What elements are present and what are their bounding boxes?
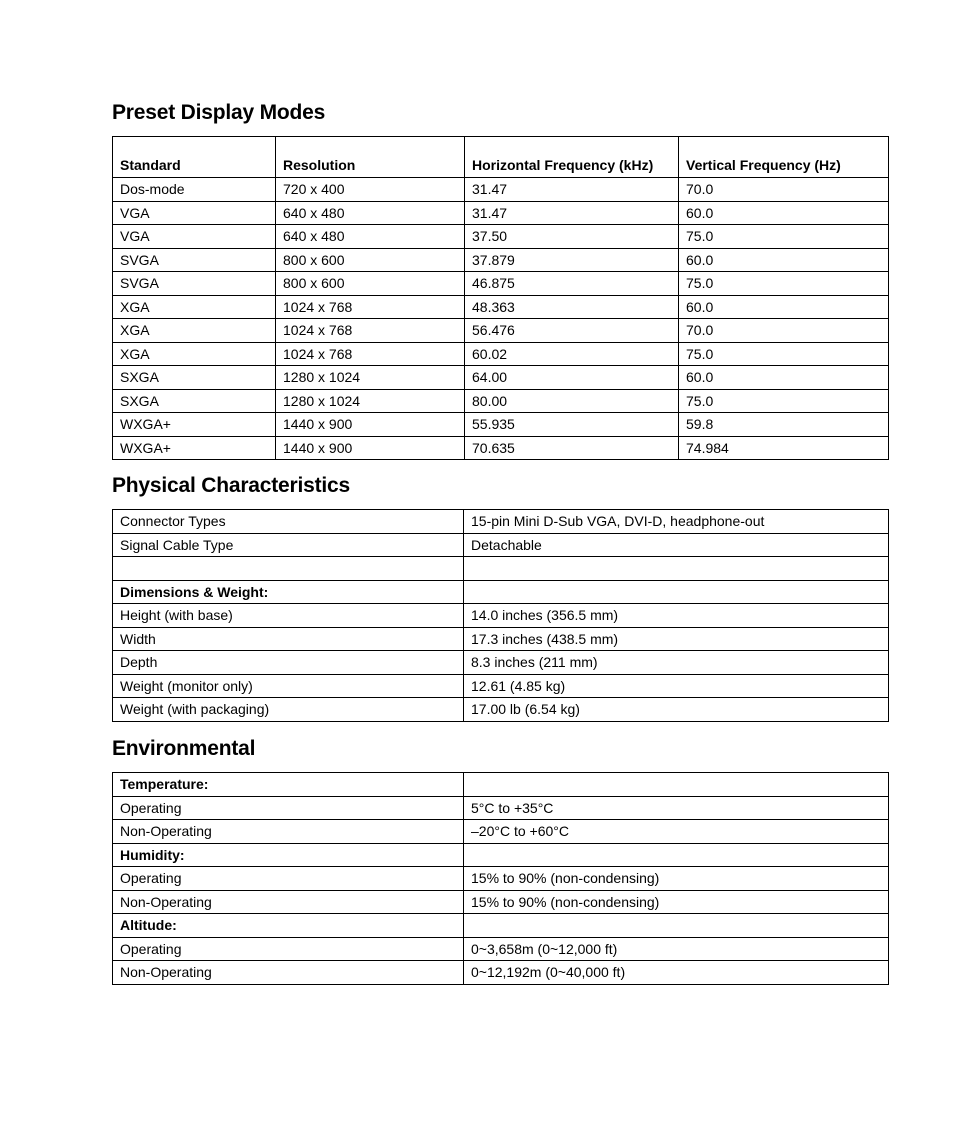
table-row xyxy=(113,342,889,366)
cell-standard: XGA xyxy=(113,342,276,366)
row-label: Non-Operating xyxy=(113,961,464,985)
cell-resolution: 1440 x 900 xyxy=(276,413,465,437)
row-value: 15% to 90% (non-condensing) xyxy=(464,890,889,914)
cell-vertical-frequency: 70.0 xyxy=(679,319,889,343)
table-row xyxy=(113,413,889,437)
row-value: 17.3 inches (438.5 mm) xyxy=(464,627,889,651)
cell-standard: WXGA+ xyxy=(113,413,276,437)
row-value xyxy=(464,773,889,797)
cell-vertical-frequency: 74.984 xyxy=(679,436,889,460)
row-label: Weight (monitor only) xyxy=(113,674,464,698)
cell-standard: XGA xyxy=(113,295,276,319)
row-value: 14.0 inches (356.5 mm) xyxy=(464,604,889,628)
cell-vertical-frequency: 75.0 xyxy=(679,389,889,413)
cell-horizontal-frequency: 55.935 xyxy=(465,413,679,437)
row-label: Height (with base) xyxy=(113,604,464,628)
table-row xyxy=(113,225,889,249)
row-label xyxy=(113,557,464,581)
table-row xyxy=(113,651,889,675)
section-subheading-row xyxy=(113,914,889,938)
row-label: Operating xyxy=(113,867,464,891)
cell-vertical-frequency: 75.0 xyxy=(679,225,889,249)
section-subheading-row xyxy=(113,580,889,604)
table-row xyxy=(113,890,889,914)
cell-resolution: 1280 x 1024 xyxy=(276,389,465,413)
row-value: 8.3 inches (211 mm) xyxy=(464,651,889,675)
environmental-heading: Environmental xyxy=(112,737,256,760)
subheading-label: Altitude: xyxy=(113,914,464,938)
cell-vertical-frequency: 60.0 xyxy=(679,201,889,225)
row-value xyxy=(464,914,889,938)
cell-standard: VGA xyxy=(113,201,276,225)
cell-vertical-frequency: 75.0 xyxy=(679,272,889,296)
column-header-standard: Standard xyxy=(113,137,276,178)
cell-resolution: 1440 x 900 xyxy=(276,436,465,460)
subheading-label: Temperature: xyxy=(113,773,464,797)
row-value: 15% to 90% (non-condensing) xyxy=(464,867,889,891)
preset-display-modes-table xyxy=(112,136,889,460)
preset-display-modes-heading: Preset Display Modes xyxy=(112,101,326,124)
cell-resolution: 800 x 600 xyxy=(276,272,465,296)
cell-resolution: 640 x 480 xyxy=(276,201,465,225)
cell-horizontal-frequency: 37.50 xyxy=(465,225,679,249)
table-row xyxy=(113,178,889,202)
cell-resolution: 800 x 600 xyxy=(276,248,465,272)
column-header-vertical-frequency: Vertical Frequency (Hz) xyxy=(679,137,889,178)
section-subheading-row xyxy=(113,773,889,797)
cell-vertical-frequency: 75.0 xyxy=(679,342,889,366)
physical-characteristics-heading: Physical Characteristics xyxy=(112,474,351,497)
row-value xyxy=(464,580,889,604)
subheading-label: Humidity: xyxy=(113,843,464,867)
cell-vertical-frequency: 60.0 xyxy=(679,248,889,272)
environmental-body xyxy=(113,773,889,985)
cell-horizontal-frequency: 37.879 xyxy=(465,248,679,272)
cell-standard: SXGA xyxy=(113,366,276,390)
cell-horizontal-frequency: 46.875 xyxy=(465,272,679,296)
cell-standard: VGA xyxy=(113,225,276,249)
row-label: Non-Operating xyxy=(113,890,464,914)
table-row xyxy=(113,961,889,985)
table-row xyxy=(113,319,889,343)
cell-resolution: 1024 x 768 xyxy=(276,342,465,366)
cell-horizontal-frequency: 60.02 xyxy=(465,342,679,366)
column-header-resolution: Resolution xyxy=(276,137,465,178)
row-value xyxy=(464,843,889,867)
row-label: Width xyxy=(113,627,464,651)
row-label: Weight (with packaging) xyxy=(113,698,464,722)
table-row xyxy=(113,867,889,891)
table-row xyxy=(113,796,889,820)
table-row xyxy=(113,674,889,698)
row-label: Depth xyxy=(113,651,464,675)
cell-standard: SVGA xyxy=(113,248,276,272)
table-row xyxy=(113,366,889,390)
cell-standard: SXGA xyxy=(113,389,276,413)
environmental-table xyxy=(112,772,889,985)
row-value: Detachable xyxy=(464,533,889,557)
row-value: 0~3,658m (0~12,000 ft) xyxy=(464,937,889,961)
cell-horizontal-frequency: 70.635 xyxy=(465,436,679,460)
row-label: Connector Types xyxy=(113,510,464,534)
section-subheading-row xyxy=(113,843,889,867)
row-value: 0~12,192m (0~40,000 ft) xyxy=(464,961,889,985)
table-row xyxy=(113,533,889,557)
table-row xyxy=(113,557,889,581)
physical-characteristics-table xyxy=(112,509,889,722)
cell-resolution: 1024 x 768 xyxy=(276,319,465,343)
cell-horizontal-frequency: 48.363 xyxy=(465,295,679,319)
cell-vertical-frequency: 59.8 xyxy=(679,413,889,437)
row-value: 17.00 lb (6.54 kg) xyxy=(464,698,889,722)
table-row xyxy=(113,937,889,961)
row-value: –20°C to +60°C xyxy=(464,820,889,844)
cell-standard: XGA xyxy=(113,319,276,343)
table-row xyxy=(113,389,889,413)
table-header-row xyxy=(113,137,889,178)
cell-resolution: 1024 x 768 xyxy=(276,295,465,319)
table-row xyxy=(113,201,889,225)
table-row xyxy=(113,248,889,272)
row-label: Operating xyxy=(113,937,464,961)
row-value: 12.61 (4.85 kg) xyxy=(464,674,889,698)
cell-vertical-frequency: 60.0 xyxy=(679,295,889,319)
subheading-label: Dimensions & Weight: xyxy=(113,580,464,604)
cell-horizontal-frequency: 31.47 xyxy=(465,178,679,202)
cell-resolution: 640 x 480 xyxy=(276,225,465,249)
table-row xyxy=(113,698,889,722)
row-value: 5°C to +35°C xyxy=(464,796,889,820)
table-row xyxy=(113,436,889,460)
table-row xyxy=(113,295,889,319)
table-row xyxy=(113,510,889,534)
row-value: 15-pin Mini D-Sub VGA, DVI-D, headphone-out xyxy=(464,510,889,534)
table-row xyxy=(113,272,889,296)
cell-resolution: 720 x 400 xyxy=(276,178,465,202)
row-label: Signal Cable Type xyxy=(113,533,464,557)
cell-horizontal-frequency: 56.476 xyxy=(465,319,679,343)
cell-standard: WXGA+ xyxy=(113,436,276,460)
row-label: Operating xyxy=(113,796,464,820)
preset-display-modes-body xyxy=(113,178,889,460)
cell-horizontal-frequency: 64.00 xyxy=(465,366,679,390)
table-row xyxy=(113,627,889,651)
row-label: Non-Operating xyxy=(113,820,464,844)
cell-vertical-frequency: 70.0 xyxy=(679,178,889,202)
column-header-horizontal-frequency: Horizontal Frequency (kHz) xyxy=(465,137,679,178)
table-row xyxy=(113,604,889,628)
cell-resolution: 1280 x 1024 xyxy=(276,366,465,390)
cell-vertical-frequency: 60.0 xyxy=(679,366,889,390)
cell-standard: Dos-mode xyxy=(113,178,276,202)
cell-horizontal-frequency: 31.47 xyxy=(465,201,679,225)
row-value xyxy=(464,557,889,581)
table-row xyxy=(113,820,889,844)
cell-horizontal-frequency: 80.00 xyxy=(465,389,679,413)
cell-standard: SVGA xyxy=(113,272,276,296)
physical-characteristics-body xyxy=(113,510,889,722)
